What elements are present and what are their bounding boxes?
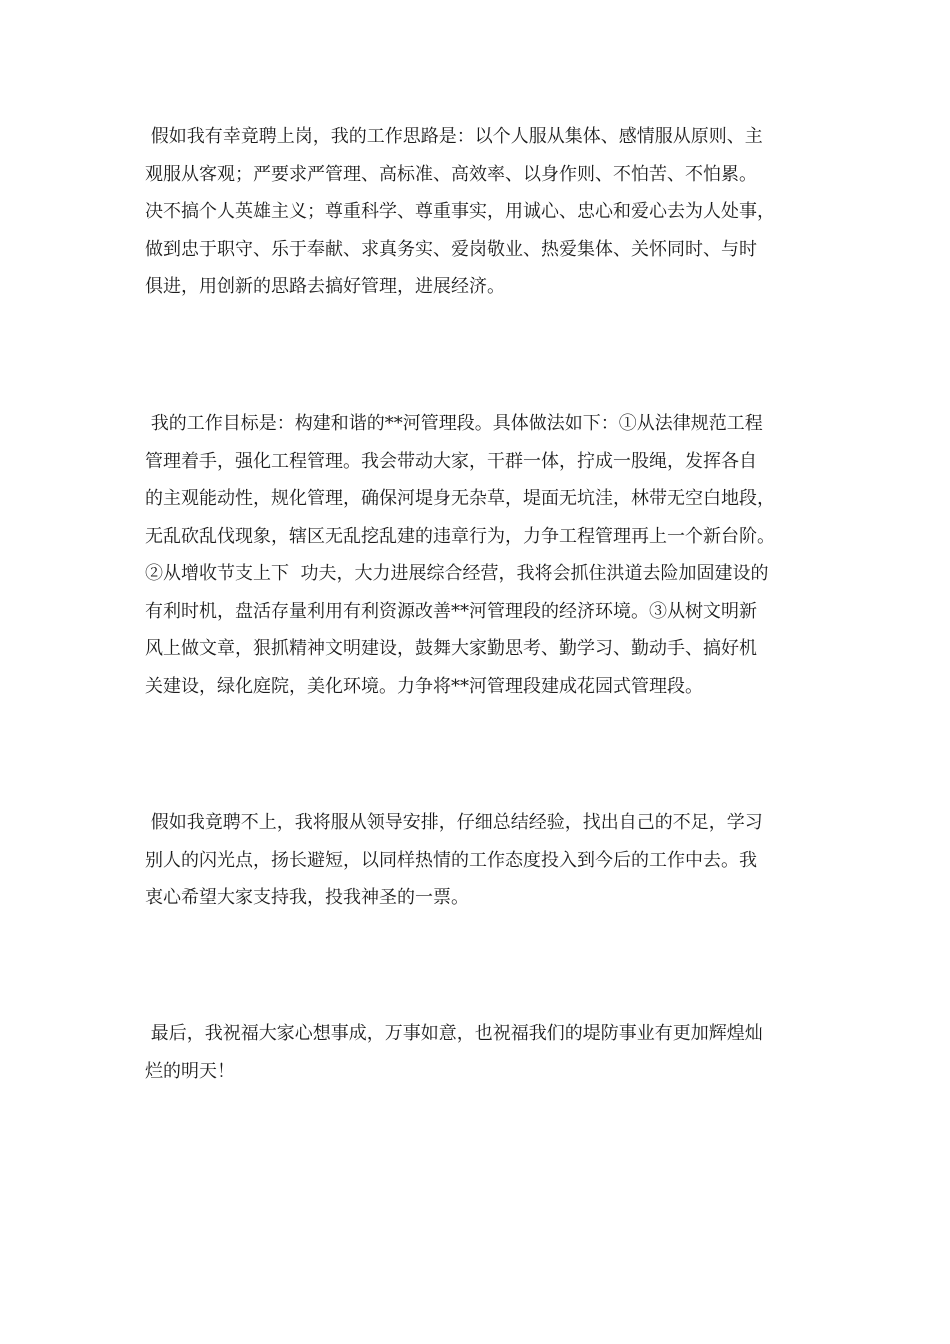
- text-line: 烂的明天！: [145, 1060, 235, 1082]
- text-line: 风上做文章，狠抓精神文明建设，鼓舞大家勤思考、勤学习、勤动手、搞好机: [145, 638, 757, 659]
- text-line: 别人的闪光点，扬长避短，以同样热情的工作态度投入到今后的工作中去。我: [145, 849, 757, 871]
- paragraph-if-not-selected: [145, 804, 810, 917]
- text-line: 无乱砍乱伐现象，辖区无乱挖乱建的违章行为，力争工程管理再上一个新台阶。: [145, 525, 775, 547]
- text-line: 最后，我祝福大家心想事成，万事如意，也祝福我们的堤防事业有更加辉煌灿: [145, 1023, 763, 1044]
- text-line: 假如我有幸竟聘上岗，我的工作思路是：以个人服从集体、感情服从原则、主: [145, 126, 763, 147]
- text-line: ②从增收节支上下 功夫，大力进展综合经营，我将会抓住洪道去险加固建设的: [145, 563, 769, 584]
- text-line: 我的工作目标是：构建和谐的**河管理段。具体做法如下：①从法律规范工程: [145, 413, 763, 434]
- paragraph-work-goals: [145, 405, 810, 705]
- text-line: 决不搞个人英雄主义；尊重科学、尊重事实，用诚心、忠心和爱心去为人处事，: [145, 201, 775, 222]
- text-line: 管理着手，强化工程管理。我会带动大家，干群一体，拧成一股绳，发挥各自: [145, 450, 757, 472]
- text-line: 做到忠于职守、乐于奉献、求真务实、爱岗敬业、热爱集体、关怀同时、与时: [145, 238, 757, 260]
- text-line: 关建设，绿化庭院，美化环境。力争将**河管理段建成花园式管理段。: [145, 675, 703, 697]
- text-line: 观服从客观；严要求严管理、高标准、高效率、以身作则、不怕苦、不怕累。: [145, 163, 757, 185]
- paragraph-closing-wishes: [145, 1015, 810, 1090]
- paragraph-work-approach: [145, 118, 810, 306]
- text-line: 假如我竟聘不上，我将服从领导安排，仔细总结经验，找出自己的不足，学习: [145, 812, 763, 833]
- text-line: 有利时机，盘活存量利用有利资源改善**河管理段的经济环境。③从树文明新: [145, 600, 757, 622]
- text-line: 衷心希望大家支持我，投我神圣的一票。: [145, 887, 469, 908]
- text-line: 的主观能动性，规化管理，确保河堤身无杂草，堤面无坑洼，林带无空白地段，: [145, 488, 775, 509]
- text-line: 俱进，用创新的思路去搞好管理，进展经济。: [145, 276, 505, 297]
